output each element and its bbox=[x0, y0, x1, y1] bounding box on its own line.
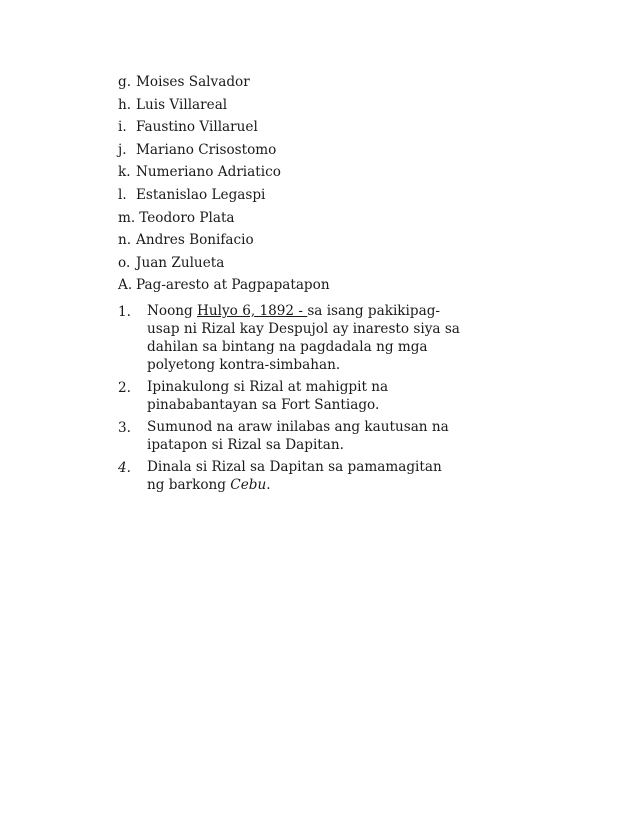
numbered-paragraph bbox=[118, 418, 463, 454]
list-item-text: Teodoro Plata bbox=[139, 209, 235, 226]
list-item-text: Luis Villareal bbox=[136, 96, 228, 113]
list-item bbox=[118, 162, 463, 185]
list-item-text: Andres Bonifacio bbox=[136, 232, 254, 249]
list-item-text: Faustino Villaruel bbox=[136, 119, 258, 136]
paragraph-number: 3. bbox=[118, 419, 131, 436]
list-item-text: Juan Zulueta bbox=[136, 254, 225, 271]
list-item-text: Estanislao Legaspi bbox=[136, 186, 266, 203]
paragraph-date: Hulyo 6, 1892 - bbox=[197, 302, 308, 319]
list-marker: l. bbox=[118, 186, 127, 203]
numbered-paragraph bbox=[118, 458, 463, 494]
list-item-text: Moises Salvador bbox=[136, 74, 250, 90]
ship-name: Cebu bbox=[230, 476, 267, 493]
paragraph-text bbox=[147, 458, 463, 494]
paragraph-text: Ipinakulong si Rizal at mahigpit na pinababantayan sa Fort Santiago. bbox=[147, 378, 389, 413]
list-marker: i. bbox=[118, 119, 127, 136]
list-item bbox=[118, 230, 463, 253]
list-item bbox=[118, 208, 463, 231]
list-item bbox=[118, 72, 463, 95]
paragraph-text: Sumunod na araw inilabas ang kautusan na ipatapon si Rizal sa Dapitan. bbox=[147, 418, 449, 453]
section-heading bbox=[118, 275, 463, 298]
section-marker: A. bbox=[118, 277, 133, 294]
list-marker: m. bbox=[118, 209, 136, 226]
list-item bbox=[118, 117, 463, 140]
numbered-paragraph bbox=[118, 378, 463, 414]
section-title: Pag-aresto at Pagpapatapon bbox=[136, 277, 330, 294]
paragraph-text-end: . bbox=[266, 476, 271, 493]
list-item bbox=[118, 253, 463, 276]
list-marker: j. bbox=[118, 141, 127, 158]
list-item-text: Mariano Crisostomo bbox=[136, 141, 277, 158]
list-item bbox=[118, 185, 463, 208]
paragraph-text-rest: sa isang pakikipag-usap ni Rizal kay Despujol ay inaresto siya sa dahilan sa bintang na pagdadala ng mga polyetong kontra-simbahan. bbox=[147, 302, 460, 373]
list-item bbox=[118, 95, 463, 118]
paragraph-text-lead: Dinala si Rizal sa Dapitan sa pamamagitan ng barkong bbox=[147, 458, 442, 493]
list-marker: o. bbox=[118, 254, 131, 271]
paragraph-text bbox=[147, 302, 463, 374]
paragraph-number: 1. bbox=[118, 303, 131, 320]
list-marker: n. bbox=[118, 232, 132, 249]
list-marker: h. bbox=[118, 96, 132, 113]
paragraph-number: 4. bbox=[118, 459, 131, 476]
list-marker: g. bbox=[118, 74, 132, 90]
document-content bbox=[118, 72, 463, 494]
list-item bbox=[118, 140, 463, 163]
list-item-text: Numeriano Adriatico bbox=[136, 164, 281, 181]
paragraph-number: 2. bbox=[118, 379, 131, 396]
paragraph-text-lead: Noong bbox=[147, 302, 198, 319]
numbered-paragraph bbox=[118, 302, 463, 374]
list-marker: k. bbox=[118, 164, 131, 181]
